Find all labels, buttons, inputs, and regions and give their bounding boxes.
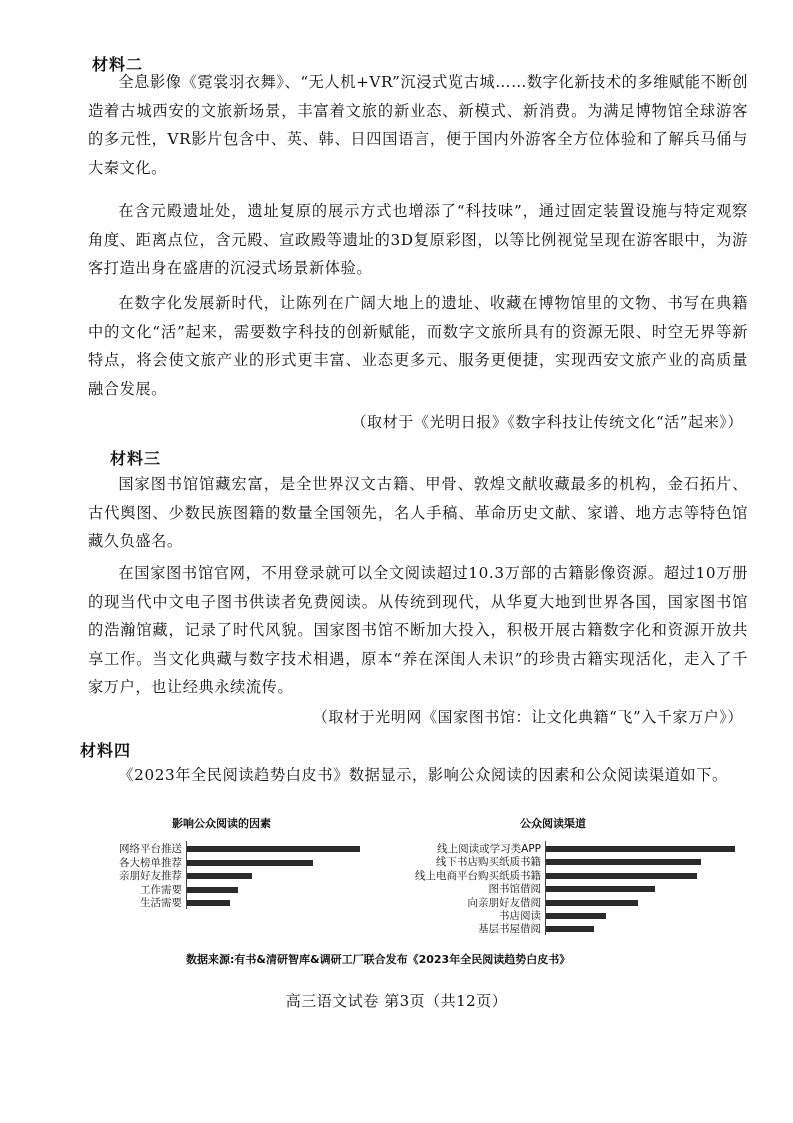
chart-bar [545,859,701,865]
chart-category-label: 各大榜单推荐 [119,856,182,869]
chart-bar [186,846,360,852]
material3-paragraph-2: 在国家图书馆官网，不用登录就可以全文阅读超过10.3万部的古籍影像资源。超过10万册的现当代中文电子图书供读者免费阅读。从传统到现代，从华夏大地到世界各国，国家图书馆的浩瀚馆藏，记录了时代风貌。国家图书馆不断加大投入，积极开展古籍数字化和资源开放共享工作。当文化典藏与数字技术相遇，原本“养在深闺人未识”的珍贵古籍实现活化，走入了千家万户，也让经典永续流传。 [88,564,748,696]
material2-paragraph-3: 在数字化发展新时代，让陈列在广阔大地上的遗址、收藏在博物馆里的文物、书写在典籍中的文化“活”起来，需要数字科技的创新赋能，而数字文旅所具有的资源无限、时空无界等新特点，将会使文旅产业的形式更丰富、业态更多元、服务更便捷，实现西安文旅产业的高质量融合发展。 [88,294,748,398]
chart-category-label: 生活需要 [140,897,182,910]
chart-title: 影响公众阅读的因素 [172,817,271,830]
chart-category-label: 线上电商平台购买纸质书籍 [415,869,541,882]
chart-bar [545,900,638,906]
chart-category-label: 书店阅读 [499,910,541,922]
material2-heading: 材料二 [92,55,144,74]
chart-title: 公众阅读渠道 [520,817,586,830]
material3-heading: 材料三 [110,449,162,468]
chart-category-label: 线上阅读或学习类APP [437,843,541,855]
material2-paragraph-1: 全息影像《霓裳羽衣舞》、“无人机+VR”沉浸式览古城……数字化新技术的多维赋能不断创造着古城西安的文旅新场景，丰富着文旅的新业态、新模式、新消费。为满足博物馆全球游客的多元性，VR影片包含中、英、韩、日四国语言，便于国内外游客全方位体验和了解兵马俑与大秦文化。 [88,73,748,177]
chart-bar [186,873,252,879]
page-footer: 高三语文试卷 第3页（共12页） [285,992,508,1010]
chart-bar [545,873,697,879]
chart-category-label: 工作需要 [140,883,182,896]
chart-bar [186,900,230,906]
chart-bar [545,926,594,932]
chart-bar [545,913,606,919]
material3-source: （取材于光明网《国家图书馆：让文化典籍“飞”入千家万户》） [312,708,743,726]
chart-bar [186,887,238,893]
material2-source: （取材于《光明日报》《数字科技让传统文化“活”起来》） [351,413,743,431]
chart-category-label: 向亲朋好友借阅 [467,896,541,909]
data-source-note: 数据来源:有书&清研智库&调研工厂联合发布《2023年全民阅读趋势白皮书》 [186,953,571,966]
chart-bar [545,846,735,852]
material2-paragraph-2: 在含元殿遗址处，遗址复原的展示方式也增添了“科技味”，通过固定装置设施与特定观察角度、距离点位，含元殿、宣政殿等遗址的3D复原彩图，以等比例视觉呈现在游客眼中，为游客打造出身在盛唐的沉浸式场景新体验。 [88,202,748,277]
material4-heading: 材料四 [80,741,132,760]
material3-paragraph-1: 国家图书馆馆藏宏富，是全世界汉文古籍、甲骨、敦煌文献收藏最多的机构，金石拓片、古代舆图、少数民族图籍的数量全国领先，名人手稿、革命历史文献、家谱、地方志等特色馆藏久负盛名。 [88,475,748,550]
chart-category-label: 网络平台推送 [119,843,182,855]
chart-category-label: 亲朋好友推荐 [119,870,182,883]
chart-axis [186,841,187,909]
material4-intro: 《2023年全民阅读趋势白皮书》数据显示，影响公众阅读的因素和公众阅读渠道如下。 [118,766,728,784]
chart-axis [545,841,546,935]
chart-category-label: 基层书屋借阅 [478,923,541,936]
chart-category-label: 线下书店购买纸质书籍 [436,856,541,869]
chart-bar [186,860,313,866]
chart-category-label: 图书馆借阅 [488,883,541,896]
chart-bar [545,886,655,892]
